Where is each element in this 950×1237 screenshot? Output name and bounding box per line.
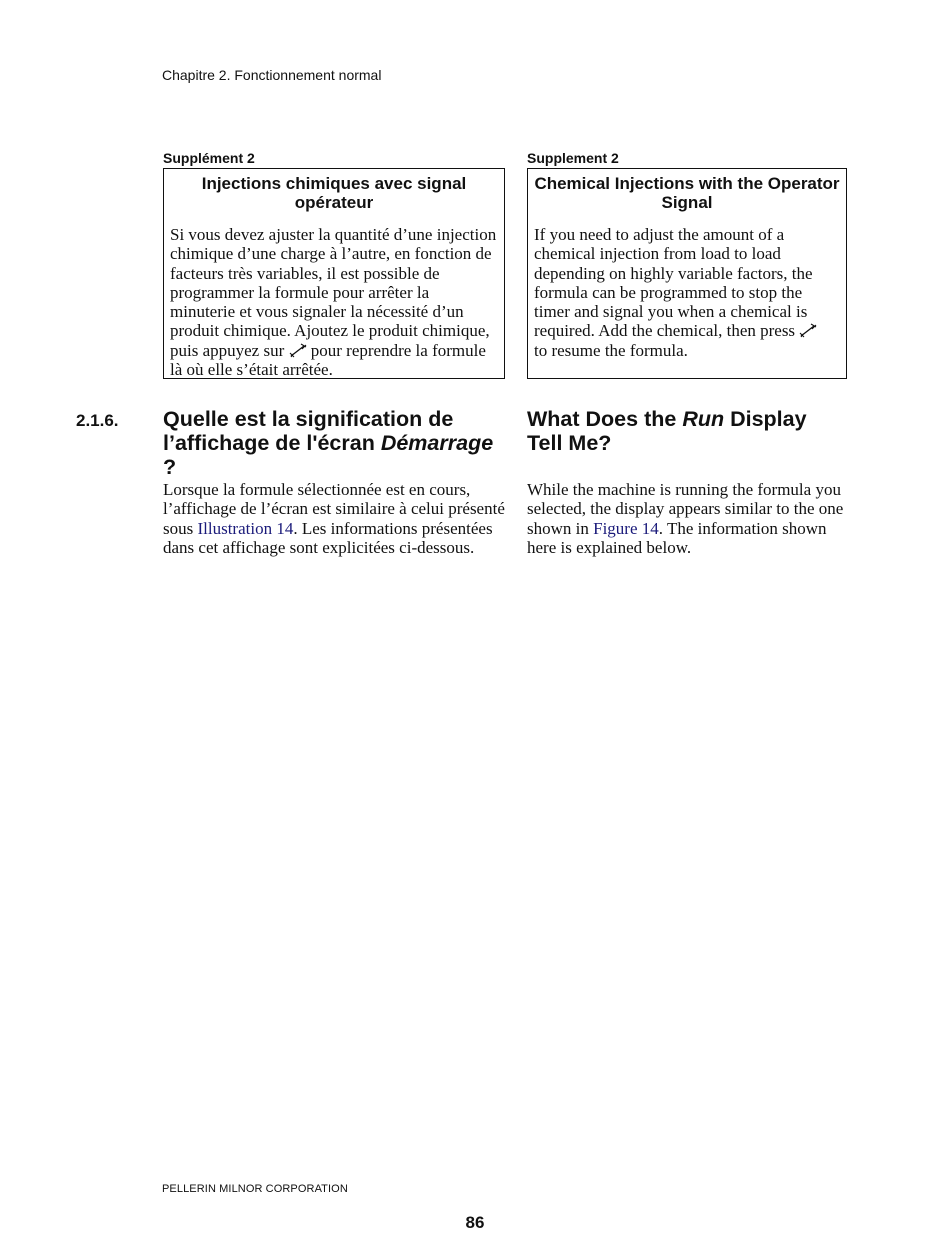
section-heading-fr-part1: Quelle est la signification de l’affichage de l'écran bbox=[163, 407, 454, 455]
supplement-body-fr bbox=[170, 225, 498, 379]
section-number: 2.1.6. bbox=[76, 411, 119, 430]
section-paragraph-fr-text-2: . Les informations présentées dans cet affichage sont explicitées ci-dessous. bbox=[163, 518, 493, 557]
wrench-key-icon bbox=[799, 323, 817, 338]
running-head: Chapitre 2. Fonctionnement normal bbox=[162, 67, 382, 83]
section-heading-en-italic: Run bbox=[682, 407, 725, 431]
supplement-body-fr-text-2: pour reprendre la formule là où elle s’était arrêtée. bbox=[170, 340, 486, 380]
supplement-body-en-text-1: If you need to adjust the amount of a chemical injection from load to load depending on highly variable factors, the formula can be programmed to stop the timer and signal you when a chemical is required. Add the chemical, then press bbox=[534, 225, 813, 341]
section-heading-fr bbox=[163, 407, 508, 479]
supplement-title-fr: Injections chimiques avec signal opérateur bbox=[201, 174, 467, 212]
section-heading-en-part1: What Does the bbox=[527, 407, 677, 431]
section-heading-fr-part2: ? bbox=[163, 455, 177, 479]
supplement-body-en bbox=[534, 225, 840, 360]
supplement-title-en: Chemical Injections with the Operator Signal bbox=[534, 174, 840, 212]
section-heading-en bbox=[527, 407, 847, 455]
footer-company: PELLERIN MILNOR CORPORATION bbox=[162, 1183, 348, 1195]
page-number: 86 bbox=[465, 1213, 485, 1232]
supplement-label-en: Supplement 2 bbox=[527, 150, 619, 166]
wrench-key-icon bbox=[289, 343, 307, 358]
illustration-14-link[interactable]: Illustration 14 bbox=[197, 518, 294, 538]
supplement-body-en-text-2: to resume the formula. bbox=[534, 340, 688, 360]
supplement-label-fr: Supplément 2 bbox=[163, 150, 255, 166]
section-paragraph-fr-text-1: Lorsque la formule sélectionnée est en cours, l’affichage de l’écran est similaire à celui présenté sous bbox=[163, 480, 505, 538]
section-heading-en-part2: Display Tell Me? bbox=[527, 407, 807, 455]
supplement-body-fr-text-1: Si vous devez ajuster la quantité d’une injection chimique d’une charge à l’autre, en fonction de facteurs très variables, il est possible de programmer la formule pour arrêter la minuterie et vous signaler la nécessité d’un produit chimique. Ajoutez le produit chimique, puis appuyez sur bbox=[170, 225, 497, 360]
figure-14-link[interactable]: Figure 14 bbox=[593, 518, 659, 538]
section-paragraph-en-text-1: While the machine is running the formula you selected, the display appears similar to the one shown in bbox=[527, 480, 844, 538]
section-paragraph-fr bbox=[163, 480, 505, 557]
section-paragraph-en bbox=[527, 480, 849, 557]
section-paragraph-en-text-2: . The information shown here is explained below. bbox=[527, 518, 827, 557]
supplement-box-fr bbox=[163, 168, 505, 379]
supplement-box-en bbox=[527, 168, 847, 379]
section-heading-fr-italic: Démarrage bbox=[380, 431, 494, 455]
